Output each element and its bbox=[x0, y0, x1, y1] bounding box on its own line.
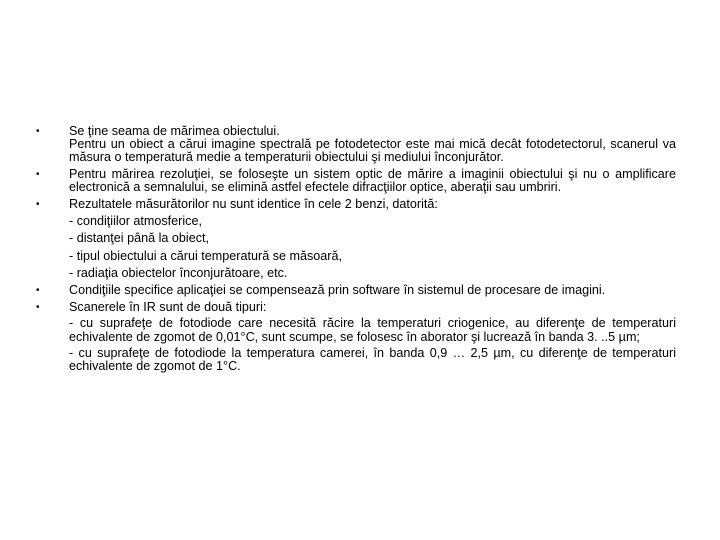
bullet-item-object-size bbox=[36, 125, 676, 165]
bullet-icon: • bbox=[36, 302, 40, 314]
bullet-text: Se ţine seama de mărimea obiectului. bbox=[69, 124, 280, 138]
bullet-icon: • bbox=[36, 126, 40, 137]
bullet-text: Scanerele în IR sunt de două tipuri: bbox=[69, 300, 267, 315]
bullet-icon: • bbox=[36, 168, 40, 180]
bullet-item-resolution bbox=[36, 168, 676, 194]
sub-item-text: - tipul obiectului a cărui temperatură se măsoară, bbox=[69, 248, 342, 263]
bullet-icon: • bbox=[36, 199, 40, 211]
bullet-item-application-conditions bbox=[36, 284, 676, 297]
bullet-text: Pentru mărirea rezoluţiei, se foloseşte un sistem optic de mărire a imaginii obiectului şi nu o amplificare electronică a semnalului, se elimină astfel efectele difracţiilor optice, aberaţii sau umbriri. bbox=[69, 166, 676, 194]
bullet-icon: • bbox=[36, 285, 40, 297]
bullet-text: Rezultatele măsurătorilor nu sunt identice în cele 2 benzi, datorită: bbox=[69, 197, 438, 212]
sub-item-text: - cu suprafeţe de fotodiode care necesită răcire la temperaturi criogenice, au diferenţe de temperaturi echivalente de zgomot de 0,01°C, sunt scumpe, se folosesc în aborator şi lucrează în banda 3. ..5 µm; bbox=[69, 316, 676, 344]
sub-item-text: - cu suprafeţe de fotodiode la temperatura camerei, în banda 0,9 … 2,5 µm, cu diferenţe de temperaturi echivalente de zgomot de 1°C. bbox=[69, 345, 676, 374]
sub-item-text: - condiţiilor atmosferice, bbox=[69, 214, 202, 229]
sub-item-text: - radiaţia obiectelor înconjurătoare, etc. bbox=[69, 265, 288, 280]
bullet-item-measurement-results bbox=[36, 198, 676, 280]
bullet-item-scanner-types bbox=[36, 301, 676, 373]
slide-body bbox=[36, 125, 676, 373]
sub-item-text: - distanţei până la obiect, bbox=[69, 231, 210, 246]
bullet-continuation-text: Pentru un obiect a cărui imagine spectrală pe fotodetector este mai mică decât fotodetectorul, scanerul va măsura o temperatură medie a temperaturii obiectului şi mediului înconjurător. bbox=[69, 137, 676, 165]
bullet-text: Condiţiile specifice aplicaţiei se compensează prin software în sistemul de procesare de imagini. bbox=[69, 283, 606, 298]
